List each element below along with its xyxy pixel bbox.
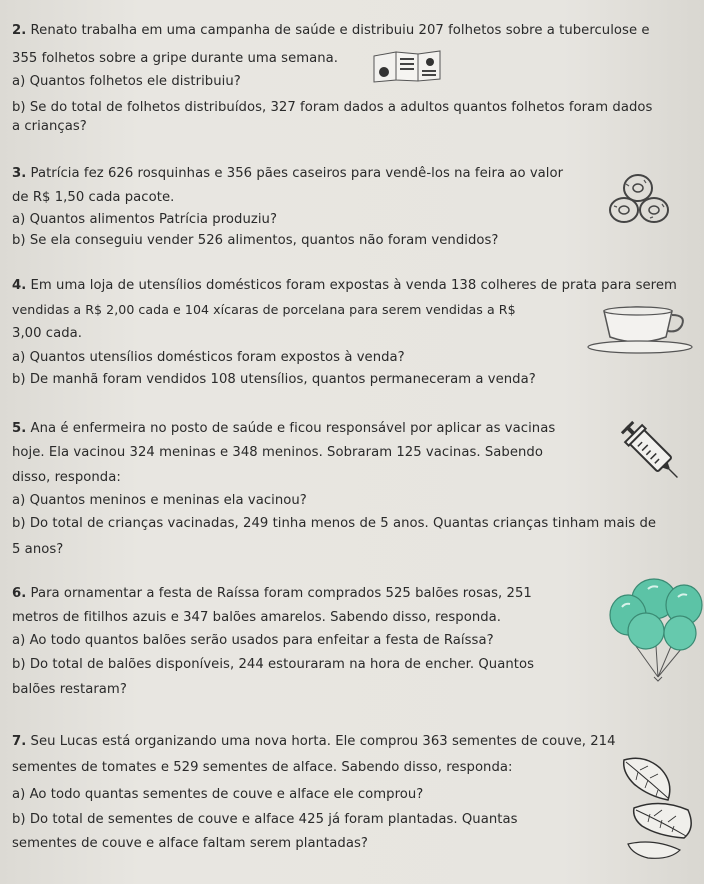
q5-text-1: Ana é enfermeira no posto de saúde e ficou responsável por aplicar as vacinas bbox=[26, 421, 556, 436]
q2-item-b: b) Se do total de folhetos distribuídos, 327 foram dados a adultos quantos folhetos foram dados bbox=[12, 100, 653, 115]
q6-item-a: a) Ao todo quantos balões serão usados para enfeitar a festa de Raíssa? bbox=[12, 633, 494, 648]
q4-number: 4. bbox=[12, 278, 27, 293]
q7-text-1: Seu Lucas está organizando uma nova horta. Ele comprou 363 sementes de couve, 214 bbox=[26, 734, 616, 749]
q4-line-1 bbox=[12, 277, 677, 295]
q4-line-3: 3,00 cada. bbox=[12, 326, 83, 341]
q4-item-a: a) Quantos utensílios domésticos foram expostos à venda? bbox=[12, 350, 405, 365]
q6-line-1 bbox=[12, 585, 532, 603]
q5-item-b: b) Do total de crianças vacinadas, 249 tinha menos de 5 anos. Quantas crianças tinham mais de bbox=[12, 516, 657, 531]
q3-number: 3. bbox=[12, 166, 27, 181]
q3-text-1: Patrícia fez 626 rosquinhas e 356 pães caseiros para vendê-los na feira ao valor bbox=[26, 166, 564, 181]
q4-text-1: Em uma loja de utensílios domésticos foram expostas à venda 138 colheres de prata para serem bbox=[26, 278, 677, 293]
q2-text-1: Renato trabalha em uma campanha de saúde e distribuiu 207 folhetos sobre a tuberculose e bbox=[26, 23, 650, 38]
q4-item-b: b) De manhã foram vendidos 108 utensílios, quantos permaneceram a venda? bbox=[12, 372, 536, 387]
q5-line-1 bbox=[12, 420, 555, 438]
q5-line-6: 5 anos? bbox=[12, 542, 64, 557]
q2-line-2: 355 folhetos sobre a gripe durante uma semana. bbox=[12, 51, 339, 66]
q7-item-b: b) Do total de sementes de couve e alface 425 já foram plantadas. Quantas bbox=[12, 812, 518, 827]
q6-line-2: metros de fitilhos azuis e 347 balões amarelos. Sabendo disso, responda. bbox=[12, 610, 502, 625]
leaves-icon bbox=[614, 752, 702, 862]
q7-item-a: a) Ao todo quantas sementes de couve e alface ele comprou? bbox=[12, 787, 424, 802]
q2-line-5: a crianças? bbox=[12, 119, 87, 134]
q2-item-a: a) Quantos folhetos ele distribuiu? bbox=[12, 74, 241, 89]
q6-number: 6. bbox=[12, 586, 27, 601]
q7-line-5: sementes de couve e alface faltam serem plantadas? bbox=[12, 836, 368, 851]
syringe-icon bbox=[616, 416, 688, 488]
q7-line-1 bbox=[12, 733, 616, 751]
q4-line-2: vendidas a R$ 2,00 cada e 104 xícaras de porcelana para serem vendidas a R$ bbox=[12, 302, 516, 317]
q2-number: 2. bbox=[12, 23, 27, 38]
q3-line-2: de R$ 1,50 cada pacote. bbox=[12, 190, 175, 205]
q5-line-3: disso, responda: bbox=[12, 470, 121, 485]
q3-item-b: b) Se ela conseguiu vender 526 alimentos, quantos não foram vendidos? bbox=[12, 233, 499, 248]
q7-number: 7. bbox=[12, 734, 27, 749]
q3-item-a: a) Quantos alimentos Patrícia produziu? bbox=[12, 212, 278, 227]
q5-number: 5. bbox=[12, 421, 27, 436]
q3-line-1 bbox=[12, 165, 563, 183]
q5-item-a: a) Quantos meninos e meninas ela vacinou? bbox=[12, 493, 307, 508]
donuts-icon bbox=[606, 166, 674, 232]
q2-line-1 bbox=[12, 22, 650, 40]
q7-line-2: sementes de tomates e 529 sementes de alface. Sabendo disso, responda: bbox=[12, 760, 513, 775]
teacup-icon bbox=[586, 303, 698, 355]
q6-item-b: b) Do total de balões disponíveis, 244 estouraram na hora de encher. Quantos bbox=[12, 657, 534, 672]
balloons-icon bbox=[608, 575, 704, 685]
brochure-icon bbox=[372, 48, 442, 84]
q5-line-2: hoje. Ela vacinou 324 meninas e 348 meninos. Sobraram 125 vacinas. Sabendo bbox=[12, 445, 543, 460]
q6-line-5: balões restaram? bbox=[12, 682, 127, 697]
q6-text-1: Para ornamentar a festa de Raíssa foram comprados 525 balões rosas, 251 bbox=[26, 586, 532, 601]
